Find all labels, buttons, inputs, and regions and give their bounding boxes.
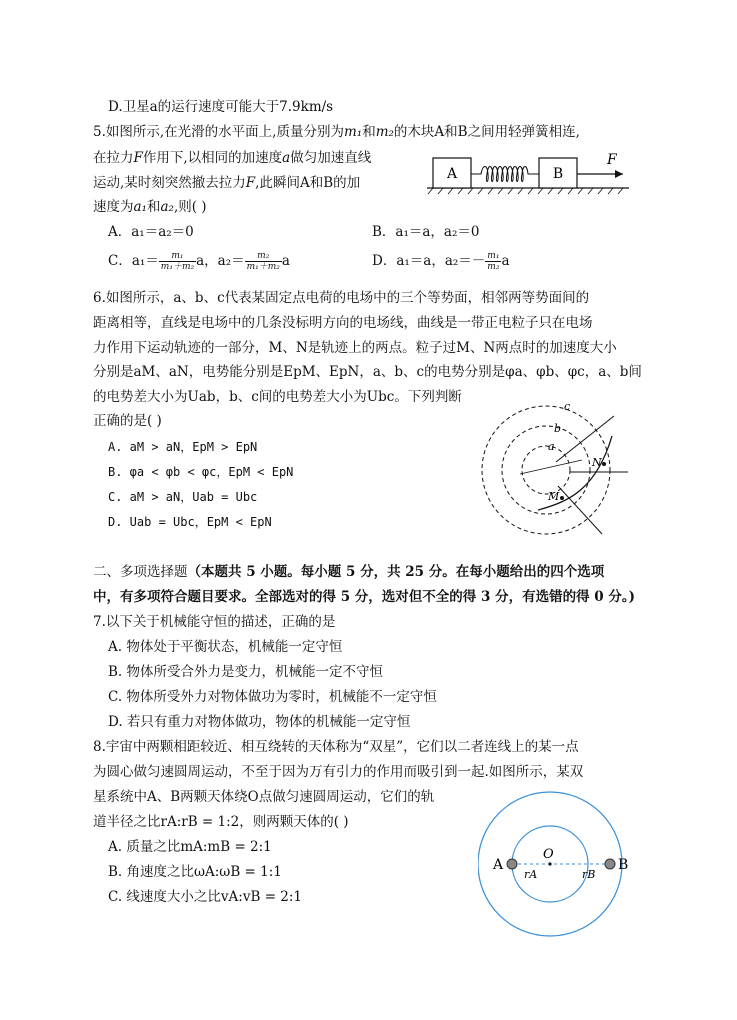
label-a: A [493, 857, 504, 873]
q5-option-a: A．a₁＝a₂＝0 [108, 224, 194, 240]
q5-option-d [372, 251, 510, 272]
label-c: c [564, 400, 571, 413]
label-o: O [543, 847, 554, 862]
q5-option-b: B．a₁＝a，a₂＝0 [372, 224, 480, 240]
q6-option-c: C. aM > aN，Uab = Ubc [108, 490, 258, 504]
q5-frac-den: m₁＋m₂ [160, 262, 195, 272]
star-b [605, 859, 615, 869]
q5-text: C．a₁＝ [108, 253, 159, 269]
q5-text: ,则( ) [173, 199, 207, 215]
q5-text: 的木块A和B之间用轻弹簧相连, [393, 124, 580, 140]
q5-fraction [159, 251, 196, 272]
label-ra: rA [524, 868, 538, 881]
q5-text: 作用下,以相同的加速度 [142, 150, 283, 166]
section2-line1 [93, 563, 604, 581]
q6-stem-line2: 距离相等，直线是电场中的几条没标明方向的电场线，曲线是一带正电粒子只在电场 [93, 315, 593, 331]
block-a-label: A [446, 166, 458, 182]
label-rb: rB [582, 868, 596, 881]
force-label: F [607, 152, 617, 168]
q5-text: 5.如图所示,在光滑的水平面上,质量分别为 [93, 124, 344, 140]
q5-stem-line1 [93, 123, 580, 141]
star-a [507, 859, 517, 869]
label-a: a [548, 440, 555, 453]
q5-text: 和 [362, 124, 376, 140]
q5-a2: a₂ [160, 199, 174, 215]
q8-option-c: C. 线速度大小之比vA:vB = 2:1 [108, 889, 303, 905]
q8-stem-line1: 8.宇宙中两颗相距较近、相互绕转的天体称为“双星”，它们以二者连线上的某一点 [93, 739, 579, 755]
q8-stem-line3: 星系统中A、B两颗天体绕O点做匀速圆周运动，它们的轨 [93, 789, 435, 805]
point-n [602, 462, 606, 466]
label-b: b [554, 422, 562, 435]
q5-frac-num: m₁ [159, 251, 196, 262]
q5-text: 速度为 [93, 199, 134, 215]
q5-F: F [245, 175, 256, 191]
q8-stem-line4: 道半径之比rA:rB = 1:2，则两颗天体的( ) [93, 814, 349, 830]
q7-stem: 7.以下关于机械能守恒的描述，正确的是 [93, 614, 336, 630]
q4-option-d: D.卫星a的运行速度可能大于7.9km/s [108, 99, 334, 115]
q5-stem-line4 [93, 198, 207, 216]
q5-option-c [108, 251, 290, 272]
q5-frac-den: m₂ [487, 262, 500, 272]
ground-hatching [428, 188, 623, 194]
q5-text: ,此瞬间A和B的加 [255, 175, 361, 191]
q7-option-b: B. 物体所受合外力是变力，机械能一定不守恒 [108, 664, 384, 680]
q5-F: F [133, 150, 143, 166]
q6-stem-line5: 的电势差大小为Uab，b、c间的电势差大小为Ubc。下列判断 [93, 389, 462, 405]
q5-m2: m₂ [375, 124, 394, 140]
q5-frac-den: m₁＋m₂ [246, 262, 280, 272]
q6-option-d: D. Uab = Ubc，EpM < EpN [108, 515, 272, 529]
block-b-label: B [552, 166, 564, 182]
q5-text: 和 [146, 199, 161, 215]
label-n: N [592, 456, 602, 469]
q8-stem-line2: 为圆心做匀速圆周运动，不至于因为万有引力的作用而吸引到一起.如图所示，某双 [93, 764, 584, 780]
section2-rules: （本题共 5 小题。每小题 5 分，共 25 分。在每小题给出的四个选项 [187, 564, 605, 580]
q5-frac-num: m₁ [487, 251, 500, 261]
q5-text: a [501, 253, 510, 269]
q5-spring-figure [425, 148, 635, 196]
q5-fraction [485, 251, 501, 272]
q5-stem-line2 [93, 149, 371, 167]
q5-stem-line3 [93, 174, 360, 192]
q5-a1: a₁ [133, 199, 147, 215]
q6-stem-line3: 力作用下运动轨迹的一部分，M、N是轨迹上的两点。粒子过M、N两点时的加速度大小 [93, 340, 617, 356]
section2-line2: 中，有多项符合题目要求。全部选对的得 5 分，选对但不全的得 3 分，有选错的得 0 分。) [93, 589, 636, 605]
equipotential-a [522, 446, 570, 494]
equipotential-b [502, 426, 590, 514]
point-m [560, 496, 564, 500]
q5-m1: m₁ [343, 124, 363, 140]
q6-stem-line6: 正确的是( ) [93, 413, 162, 429]
q6-stem-line1: 6.如图所示，a、b、c代表某固定点电荷的电场中的三个等势面，相邻两等势面间的 [93, 290, 590, 306]
q8-option-a: A. 质量之比mA:mB = 2:1 [108, 839, 272, 855]
section2-title: 二、多项选择题 [93, 564, 188, 580]
q5-fraction [245, 251, 282, 272]
q5-text: D．a₁＝a，a₂＝－ [372, 253, 486, 269]
q5-text: 做匀加速直线 [290, 150, 372, 166]
q5-frac-num: m₂ [245, 251, 282, 262]
q7-option-a: A. 物体处于平衡状态，机械能一定守恒 [108, 639, 343, 655]
q6-stem-line4: 分别是aM、aN，电势能分别是EpM、EpN，a、b、c的电势分别是φa、φb、φc，a、b间 [93, 364, 642, 380]
q8-option-b: B. 角速度之比ωA:ωB = 1:1 [108, 864, 282, 880]
q6-field-figure [478, 398, 628, 538]
label-b: B [618, 857, 629, 873]
label-m: M [548, 490, 560, 503]
q5-text: 在拉力 [93, 150, 134, 166]
force-arrow-head [615, 170, 623, 178]
q5-text: 运动,某时刻突然撤去拉力 [93, 175, 246, 191]
spring [471, 167, 539, 182]
q6-option-a: A. aM > aN，EpM > EpN [108, 440, 258, 454]
center-o [548, 862, 551, 865]
q6-option-b: B. φa < φb < φc，EpM < EpN [108, 465, 294, 479]
q7-option-c: C. 物体所受外力对物体做功为零时，机械能不一定守恒 [108, 689, 437, 705]
q5-a: a [282, 150, 291, 166]
equipotential-c [482, 406, 610, 534]
q5-text: a，a₂＝ [196, 253, 245, 269]
q8-binary-star-figure [478, 790, 638, 940]
q5-text: a [281, 253, 290, 269]
q7-option-d: D. 若只有重力对物体做功，物体的机械能一定守恒 [108, 714, 411, 730]
